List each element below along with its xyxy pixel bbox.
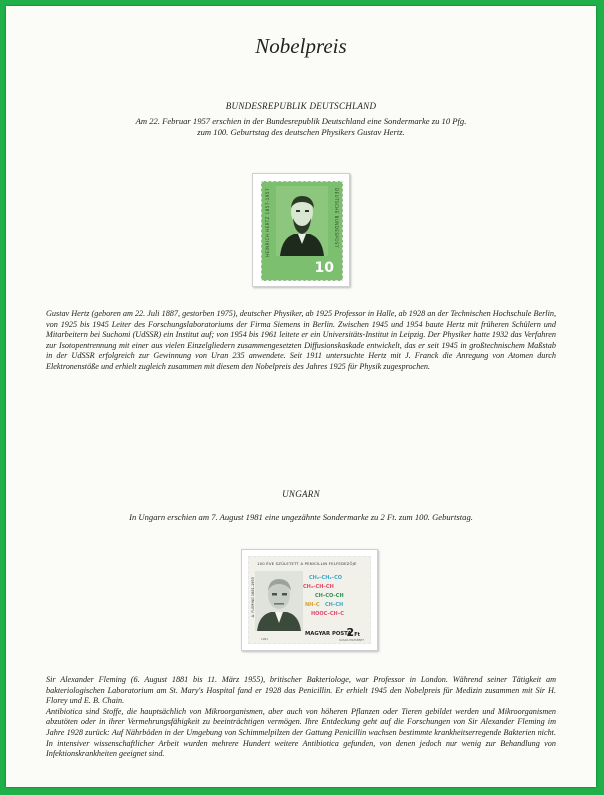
svg-text:HOOC–CH–C: HOOC–CH–C — [311, 611, 344, 617]
svg-text:CH–CO–CH: CH–CO–CH — [315, 593, 344, 599]
album-page — [6, 6, 596, 787]
fleming-stamp-header: 100 ÉVE SZÜLETETT A PENICILLIN FELFEDEZŐJE — [257, 561, 357, 566]
fleming-biography-p1: Sir Alexander Fleming (6. August 1881 bis 11. März 1955), britischer Bakteriologe, war Professor in London. Während seiner Tätigkeit am bakteriologischen Laboratorium am St. Mary's Hospital fand er 1928 das Penicillin. Er erhielt 1945 den Nobelpreis für Medizin zusammen mit Sir H. Florey und E. B. Chain. — [46, 675, 556, 706]
hertz-portrait-icon — [276, 186, 328, 256]
country-heading-hungary: UNGARN — [282, 489, 320, 499]
hertz-stamp-side-text-left: HEINRICH HERTZ 1857-1957 — [265, 188, 270, 258]
fleming-portrait-icon — [255, 571, 303, 631]
country-heading-germany: BUNDESREPUBLIK DEUTSCHLAND — [225, 101, 377, 111]
fleming-stamp-posta: MAGYAR POSTA — [305, 631, 352, 637]
svg-text:CH₂–CH₂–CO: CH₂–CH₂–CO — [309, 575, 343, 581]
intro-germany-line2: zum 100. Geburtstag des deutschen Physikers Gustav Hertz. — [197, 127, 405, 137]
hertz-stamp — [252, 173, 350, 287]
svg-text:CH–CH: CH–CH — [325, 602, 344, 608]
fleming-stamp-year: 1981 — [261, 637, 269, 641]
fleming-biography — [46, 675, 556, 760]
hertz-stamp-side-text-right: DEUTSCHE BUNDESPOST — [334, 188, 339, 248]
intro-germany-line1: Am 22. Februar 1957 erschien in der Bundesrepublik Deutschland eine Sondermarke zu 10 Pfg. — [135, 116, 467, 126]
hertz-biography: Gustav Hertz (geboren am 22. Juli 1887, gestorben 1975), deutscher Physiker, ab 1925 Professor in Halle, ab 1928 an der Technischen Hochschule Berlin, von 1925 bis 1945 Leiter des Forschungslaboratoriums der Firma Siemens in Berlin. Zwischen 1945 und 1954 baute Hertz mit früheren Schülern und Mitarbeitern bei Suchomi (UdSSR) ein Institut auf; von 1954 bis 1961 leitete er ein Universitäts-Institut in Leipzig. Der Physiker hatte 1932 das Verfahren zur Isotopentrennung mit einer aus vielen Einzelgliedern zusammengesetzten Diffusionskaskade entwickelt, das er seit 1945 in großtechnischem Maßstab in der UdSSR erfolgreich zur Gewinnung von Uran 235 anwendete. Seit 1911 untersuchte Hertz mit J. Franck die Anregung von Atomen durch Elektronenstöße und erhielt zugleich zusammen mit diesem den Nobelpreis des Jahres 1925 für Physik zugesprochen. — [46, 309, 556, 371]
fleming-stamp-value-number: 2 — [346, 626, 355, 639]
penicillin-formula-icon — [301, 571, 367, 623]
fleming-stamp — [241, 549, 378, 651]
intro-hungary: In Ungarn erschien am 7. August 1981 eine ungezähnte Sondermarke zu 2 Ft. zum 100. Geburtstag. — [129, 512, 473, 522]
intro-germany — [66, 116, 536, 138]
hertz-stamp-value: 10 — [314, 260, 334, 276]
page-title: Nobelpreis — [255, 34, 347, 58]
fleming-stamp-dates: A. FLEMING 1881-1955 — [251, 577, 255, 618]
fleming-stamp-value-unit: Ft — [354, 632, 360, 638]
hertz-stamp-face — [261, 181, 343, 281]
svg-text:NH–C: NH–C — [305, 602, 320, 608]
fleming-stamp-face — [248, 556, 371, 644]
fleming-stamp-designer: KASZA ERZSÉBET — [339, 638, 364, 642]
fleming-biography-p2: Antibiotica sind Stoffe, die hauptsächlich von Mikroorganismen, aber auch von höheren Pflanzen oder Tieren gebildet werden und Mikroorganismen abzutöten oder in ihrer Vermehrungsfähigkeit zu beeinträchtigen vermögen. Ihre Entdeckung geht auf die Forschungen von Sir Alexander Fleming im Jahre 1928 zurück: Auf Nährböden in der Umgebung von Schimmelpilzen der Gattung Penicillin wachsen bestimmte krankheitserregende Bakterien nicht. In intensiver wissenschaftlicher Arbeit wurden mehrere Hundert weitere Antibiotica gefunden, von denen jedoch nur wenig zur Behandlung von Infektionskrankheiten geeignet sind. — [46, 706, 556, 759]
svg-text:CH₃–CH–CH: CH₃–CH–CH — [303, 584, 334, 590]
